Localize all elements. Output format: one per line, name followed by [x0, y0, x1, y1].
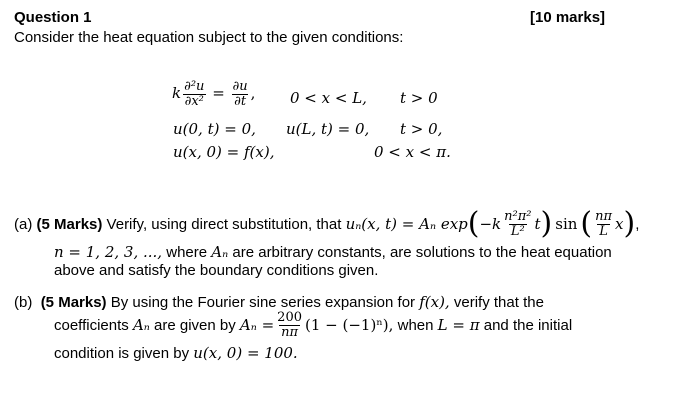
part-b-line2: coefficients Aₙ are given by Aₙ = $\frac{200}{n\pi}$ (1 − (−1)ⁿ), when L = π and the initial	[54, 310, 573, 340]
pde-rhs-frac: $\frac{\partial u}{\partial t}$	[232, 79, 248, 109]
solution-lhs: uₙ(x, t) = Aₙ exp	[345, 215, 468, 233]
pde-time: t > 0	[400, 89, 438, 107]
part-a-label: (a)	[14, 215, 33, 233]
part-b-line1: (b) (5 Marks) By using the Fourier sine series expansion for f(x), verify that the	[14, 293, 544, 311]
pde-lhs-frac: $\frac{\text{∂²u}}{\text{∂x²}}$	[184, 79, 205, 109]
part-a-line3: above and satisfy the boundary conditions given.	[54, 262, 379, 279]
sin-frac: $\frac{n\pi}{L}$	[595, 208, 613, 239]
part-b-line3: condition is given by u(x, 0) = 100.	[54, 344, 298, 362]
exp-frac: $\frac{\text{n²π²}}{\text{L²}}$	[504, 208, 532, 239]
part-b-label: (b)	[14, 294, 33, 311]
coef-frac: $\frac{200}{n\pi}$	[277, 310, 302, 340]
initial-condition: u(x, 0) = f(x),	[173, 143, 275, 161]
pde-equation: k $\frac{\text{∂²u}}{\text{∂x²}}$ = $\frac{\partial u}{\partial t}$ ,	[172, 79, 256, 109]
part-a-marks: (5 Marks)	[36, 215, 103, 233]
pde-coef: k	[172, 84, 182, 103]
pde-domain: 0 < x < L,	[290, 89, 367, 107]
part-a-line1: (a) (5 Marks) Verify, using direct substitution, that uₙ(x, t) = Aₙ exp ( −k $\frac{\text{n²π²}}{\text{L²}}$ t ) sin ( $\frac{n\pi}{L}$ x ) ,	[14, 206, 640, 241]
bc-right: u(L, t) = 0,	[286, 120, 370, 138]
question-title: Question 1	[14, 9, 92, 26]
bc-time: t > 0,	[400, 120, 443, 138]
ic-domain: 0 < x < π.	[374, 143, 451, 161]
marks-label: [10 marks]	[530, 9, 606, 26]
part-b-marks: (5 Marks)	[40, 294, 107, 311]
part-a-line2: n = 1, 2, 3, ..., where Aₙ are arbitrary constants, are solutions to the heat equation	[54, 243, 612, 261]
intro-text: Consider the heat equation subject to the given conditions:	[14, 29, 404, 46]
bc-left: u(0, t) = 0,	[173, 120, 256, 138]
